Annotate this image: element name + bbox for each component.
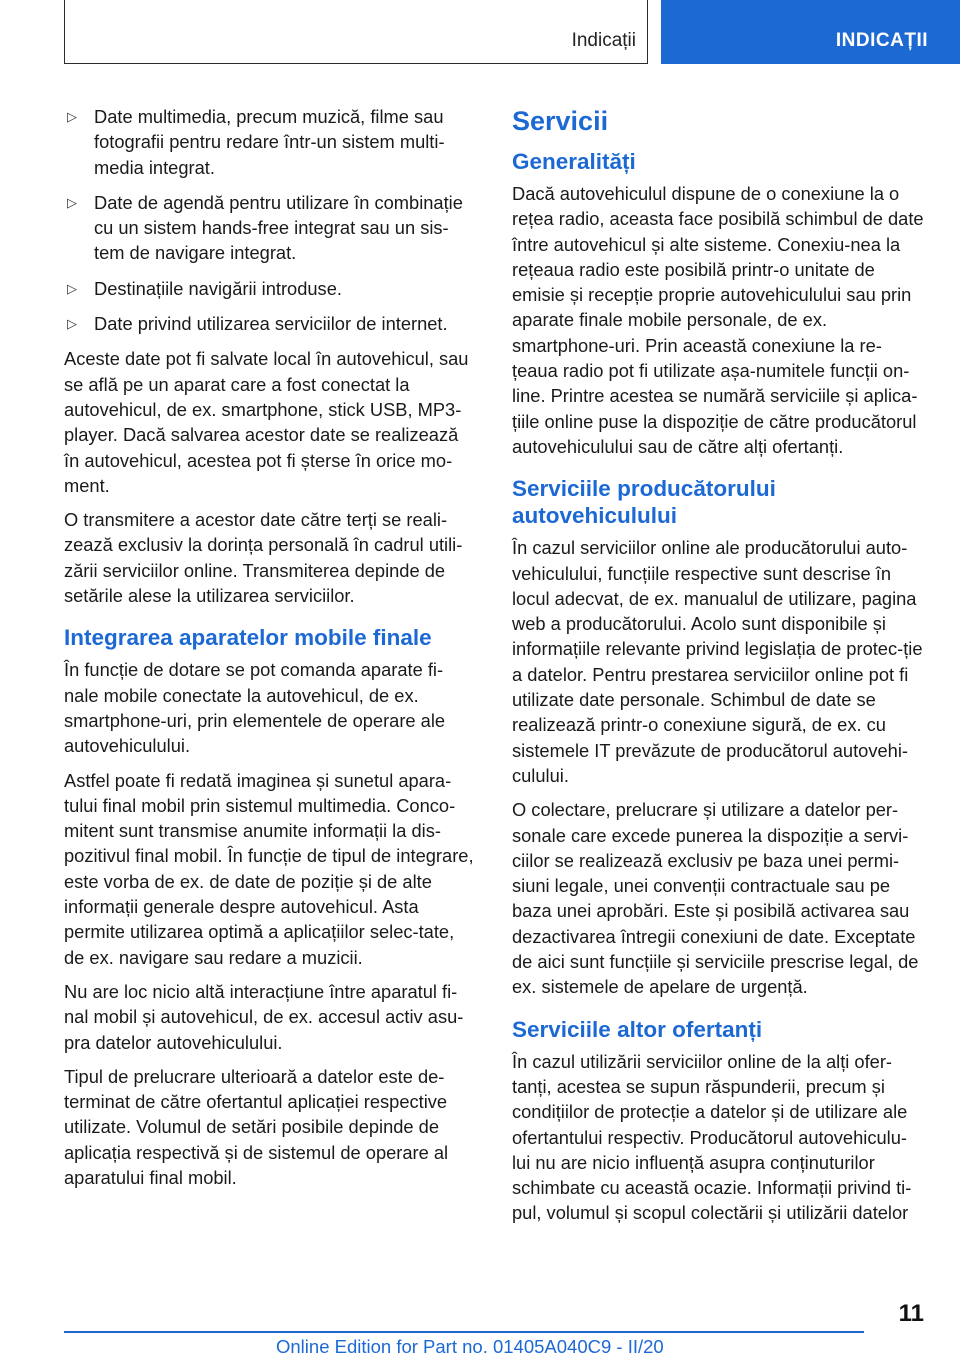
list-item bbox=[64, 311, 476, 336]
body-paragraph: În cazul utilizării serviciilor online de la alți ofer-tanți, acestea se supun răspunderii, precum și condițiilor de protecție a datelor și de utilizare ale ofertantului respectiv. Producătorul autovehiculu-lui nu are nicio influență asupra conținuturilor schimbate cu această ocazie. Informații privind ti-pul, volumul și scopul colectării și utilizării datelor bbox=[512, 1050, 912, 1224]
section-heading: Integrarea aparatelor mobile finale bbox=[64, 625, 432, 651]
triangle-right-icon: ▷ bbox=[67, 109, 77, 124]
list-item-text: Date privind utilizarea serviciilor de internet. bbox=[94, 313, 448, 335]
body-paragraph: Aceste date pot fi salvate local în autovehicul, sau se află pe un aparat care a fost conectat la autovehicul, de ex. smartphone, stick USB, MP3-player. Dacă salvarea acestor date se realizează în autovehicul, acestea pot fi șterse în orice mo-ment. bbox=[64, 348, 469, 496]
body-paragraph: O transmitere a acestor date către terți se reali-zează exclusiv la dorința personală în cadrul utili-zării serviciilor online. Transmiterea depinde de setările alese la utilizarea serviciilor. bbox=[64, 509, 463, 607]
body-paragraph: Nu are loc nicio altă interacțiune între aparatul fi-nal mobil și autovehicul, de ex. accesul activ asu-pra datelor autovehiculului. bbox=[64, 980, 464, 1053]
triangle-right-icon: ▷ bbox=[67, 316, 77, 332]
list-item-text: Destinațiile navigării introduse. bbox=[94, 277, 342, 299]
section-heading: Generalități bbox=[512, 149, 636, 174]
list-item bbox=[64, 190, 476, 266]
body-paragraph: În funcție de dotare se pot comanda aparate fi-nale mobile conectate la autovehicul, de ex. smartphone-uri, prin elementele de operare ale autovehiculului. bbox=[64, 659, 446, 757]
body-paragraph: În cazul serviciilor online ale producătorului auto-vehiculului, funcțiile respective sunt descrise în locul adecvat, de ex. manualul de utilizare, pagina web a producătorului. Acolo sunt disponibile și informațiile relevante privind legislația de protec-ție a datelor. Pentru prestarea serviciilor online pot fi utilizate date personale. Schimbul de date se realizează printr-o conexiune sigură, de ex. cu sistemele IT prevăzute de producătorul autovehi-culului. bbox=[512, 537, 923, 786]
triangle-right-icon: ▷ bbox=[67, 280, 77, 296]
section-heading: Serviciile altor ofertanți bbox=[512, 1016, 763, 1042]
body-paragraph: Tipul de prelucrare ulterioară a datelor este de-terminat de către ofertantul aplicației respective utilizate. Volumul de setări posibile depinde de aplicația respectivă și de sistemul de operare al aparatului final mobil. bbox=[64, 1065, 449, 1188]
section-heading: Serviciile producătorului autovehiculului bbox=[512, 476, 776, 529]
body-paragraph: Dacă autovehiculul dispune de o conexiune la o rețea radio, aceasta face posibilă schimbul de date între autovehicul și alte sisteme. Conexiu-nea la rețeaua radio este posibilă printr-o unitate de emisie și recepție proprie autovehiculului sau prin aparate finale mobile personale, de ex. smartphone-uri. Prin această conexiune la re-țeaua radio pot fi utilizate așa-numitele funcții on-line. Printre acestea se numără serviciile și aplica-țiile online puse la dispoziție de către producătorul autovehiculului sau de către alți ofertanți. bbox=[512, 183, 924, 457]
left-column bbox=[64, 104, 476, 1199]
chapter-title: Servicii bbox=[512, 106, 609, 136]
body-paragraph: O colectare, prelucrare și utilizare a datelor per-sonale care excede punerea la dispoziție a servi-ciilor se realizează exclusiv pe baza unei permi-siuni legale, unei convenții contractuale sau pe baza unei aprobări. Este și posibilă activarea sau dezactivarea întregii conexiuni de date. Exceptate de aici sunt funcțiile și serviciile prescrise legal, de ex. sistemele de apelare de urgență. bbox=[512, 799, 919, 998]
footer-edition-link[interactable]: Online Edition for Part no. 01405A040C9 - II/20 bbox=[276, 1336, 664, 1357]
list-item-text: Date de agendă pentru utilizare în combinație cu un sistem hands-free integrat sau un sis-tem de navigare integrat. bbox=[94, 191, 463, 264]
header-chapter-tab[interactable]: INDICAȚII bbox=[661, 0, 960, 64]
page-number: 11 bbox=[898, 1300, 924, 1327]
header-frame bbox=[64, 0, 648, 64]
list-item bbox=[64, 104, 476, 180]
triangle-right-icon: ▷ bbox=[67, 194, 77, 210]
list-item bbox=[64, 276, 476, 301]
footer-divider bbox=[64, 1331, 864, 1333]
right-column bbox=[512, 104, 924, 1235]
body-paragraph: Astfel poate fi redată imaginea și sunetul apara-tului final mobil prin sistemul multimedia. Conco-mitent sunt transmise anumite informații la dis-pozitivul final mobil. În funcție de tipul de integrare, este vorba de ex. de date de poziție și de alte informații generale despre autovehicul. Asta permite utilizarea optimă a aplicațiilor selec-tate, de ex. navigare sau redare a muzicii. bbox=[64, 769, 474, 968]
list-item-text: Date multimedia, precum muzică, filme sau fotografii pentru redare într-un sistem multi-media integrat. bbox=[94, 106, 445, 178]
header-section-label: Indicații bbox=[571, 30, 636, 51]
